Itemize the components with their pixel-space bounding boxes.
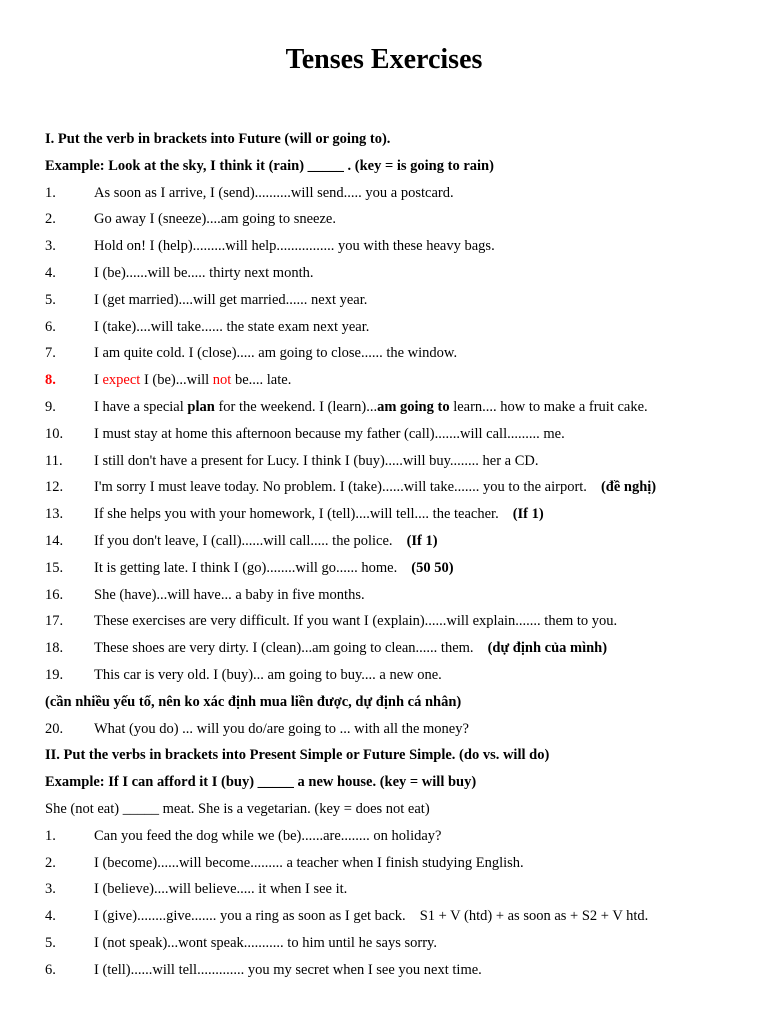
item-note: (đề nghị) <box>600 479 657 496</box>
item-text: If you don't leave, I (call)......will call..... the police. <box>94 532 393 549</box>
item-text: I'm sorry I must leave today. No problem. I (take)......will take....... you to the airport. <box>94 479 587 496</box>
exercise-item <box>45 233 745 260</box>
item-note: (50 50) <box>411 559 454 576</box>
item-number: 11. <box>45 452 63 469</box>
item-text: She (have)...will have... a baby in five months. <box>94 586 365 603</box>
item-number: 5. <box>45 291 56 308</box>
exercise-item <box>45 930 745 957</box>
exercise-item <box>45 608 745 635</box>
item-number: 13. <box>45 506 64 523</box>
item-note: S1 + V (htd) + as soon as + S2 + V htd. <box>419 908 649 925</box>
exercise-item <box>45 474 745 501</box>
section-2-heading: II. Put the verbs in brackets into Present Simple or Future Simple. (do vs. will do) <box>45 747 550 764</box>
item-19-note: (cần nhiều yếu tố, nên ko xác định mua liền được, dự định cá nhân) <box>45 693 462 710</box>
page-title: Tenses Exercises <box>285 44 483 75</box>
exercise-item <box>45 555 745 582</box>
exercise-item <box>45 421 745 448</box>
exercise-item <box>45 314 745 341</box>
item-text: I <box>94 372 103 389</box>
item-number: 5. <box>45 934 56 951</box>
item-number: 16. <box>45 586 64 603</box>
exercise-item <box>45 662 745 689</box>
item-text: These shoes are very dirty. I (clean)...am going to clean...... them. <box>94 640 474 657</box>
highlight-word: expect <box>102 372 141 389</box>
item-text: I (give)........give....... you a ring as soon as I get back. <box>94 908 406 925</box>
exercise-item <box>45 528 745 555</box>
highlight-word: not <box>212 372 232 389</box>
item-number: 2. <box>45 211 56 228</box>
item-text: It is getting late. I think I (go)........will go...... home. <box>94 559 398 576</box>
exercise-item <box>45 635 745 662</box>
item-number: 1. <box>45 827 56 844</box>
item-text: be.... late. <box>231 372 292 389</box>
item-text: I am quite cold. I (close)..... am going to close...... the window. <box>94 345 458 362</box>
bold-word: plan <box>187 398 215 415</box>
item-text: Go away I (sneeze)....am going to sneeze. <box>94 211 336 228</box>
item-number: 4. <box>45 264 56 281</box>
item-text: Can you feed the dog while we (be)......are........ on holiday? <box>94 827 442 844</box>
item-text: I have a special <box>94 398 188 415</box>
item-text: I (become)......will become......... a teacher when I finish studying English. <box>94 854 524 871</box>
item-note: (If 1) <box>512 506 544 523</box>
item-text: As soon as I arrive, I (send)..........will send..... you a postcard. <box>94 184 454 201</box>
item-number: 7. <box>45 345 56 362</box>
exercise-item <box>45 582 745 609</box>
section-1-example: Example: Look at the sky, I think it (rain) _____ . (key = is going to rain) <box>45 157 494 174</box>
item-text: for the weekend. I (learn)... <box>214 398 378 415</box>
item-text: I (get married)....will get married...... next year. <box>94 291 368 308</box>
exercise-item <box>45 394 745 421</box>
item-number: 6. <box>45 318 56 335</box>
exercise-item <box>45 287 745 314</box>
item-note: (dự định của mình) <box>487 640 608 657</box>
document-body <box>45 126 745 984</box>
item-number: 4. <box>45 908 56 925</box>
item-number: 17. <box>45 613 64 630</box>
exercise-item <box>45 716 745 743</box>
item-number: 12. <box>45 479 64 496</box>
exercise-item <box>45 448 745 475</box>
item-number: 10. <box>45 425 64 442</box>
section-1-heading: I. Put the verb in brackets into Future (will or going to). <box>45 131 391 147</box>
item-text: This car is very old. I (buy)... am going to buy.... a new one. <box>94 666 442 683</box>
bold-word: am going to <box>377 398 450 415</box>
item-number: 3. <box>45 238 56 255</box>
section-2-example-2: She (not eat) _____ meat. She is a vegetarian. (key = does not eat) <box>45 800 430 817</box>
item-number: 1. <box>45 184 56 201</box>
item-text: I must stay at home this afternoon because my father (call).......will call......... me. <box>94 425 565 442</box>
item-number: 6. <box>45 961 56 978</box>
item-number: 2. <box>45 854 56 871</box>
item-text: I (tell)......will tell............. you my secret when I see you next time. <box>94 961 482 978</box>
item-text: I (be)......will be..... thirty next month. <box>94 264 314 281</box>
exercise-item <box>45 260 745 287</box>
exercise-item <box>45 876 745 903</box>
item-number: 3. <box>45 881 56 898</box>
item-number: 19. <box>45 666 64 683</box>
item-text: These exercises are very difficult. If you want I (explain)......will explain....... them to you. <box>94 613 618 630</box>
item-number: 8. <box>45 372 56 389</box>
exercise-item <box>45 340 745 367</box>
exercise-item <box>45 823 745 850</box>
item-text: I (take)....will take...... the state exam next year. <box>94 318 370 335</box>
exercise-item <box>45 957 745 984</box>
item-text: Hold on! I (help).........will help................ you with these heavy bags. <box>94 238 495 255</box>
item-note: (If 1) <box>406 532 438 549</box>
item-text: I (be)...will <box>140 372 213 389</box>
item-number: 18. <box>45 640 64 657</box>
exercise-item <box>45 180 745 207</box>
item-text: What (you do) ... will you do/are going to ... with all the money? <box>94 720 469 737</box>
exercise-item <box>45 903 745 930</box>
item-text: I (believe)....will believe..... it when I see it. <box>94 881 348 898</box>
item-number: 20. <box>45 720 64 737</box>
exercise-item <box>45 850 745 877</box>
item-text: learn.... how to make a fruit cake. <box>449 398 648 415</box>
item-text: I (not speak)...wont speak........... to him until he says sorry. <box>94 934 437 951</box>
exercise-item <box>45 501 745 528</box>
item-text: I still don't have a present for Lucy. I think I (buy).....will buy........ her a CD. <box>94 452 539 469</box>
section-2-example: Example: If I can afford it I (buy) _____ a new house. (key = will buy) <box>45 774 477 791</box>
item-text: If she helps you with your homework, I (tell)....will tell.... the teacher. <box>94 506 499 523</box>
item-number: 9. <box>45 398 56 415</box>
item-number: 14. <box>45 532 64 549</box>
exercise-item <box>45 367 745 394</box>
item-number: 15. <box>45 559 64 576</box>
exercise-item <box>45 206 745 233</box>
